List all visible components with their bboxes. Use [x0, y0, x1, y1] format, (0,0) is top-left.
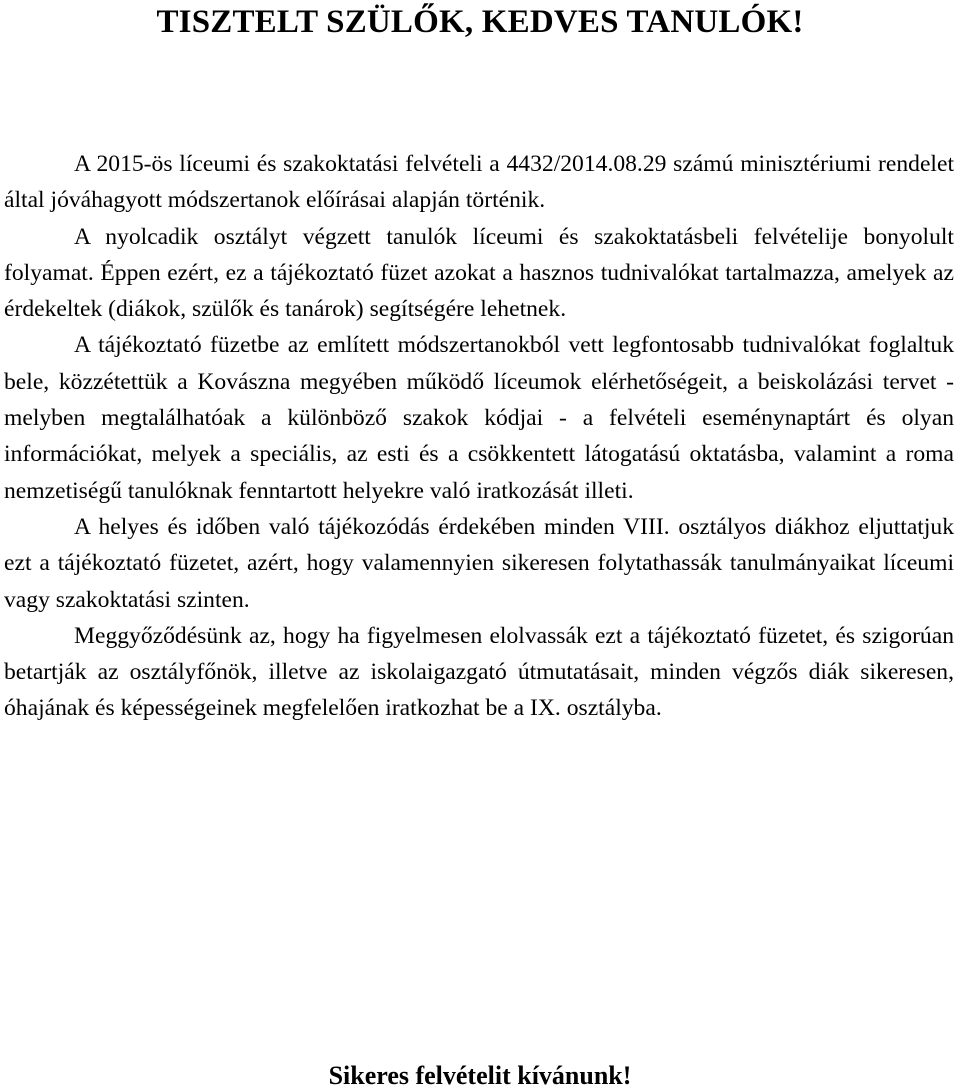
paragraph-4: A helyes és időben való tájékozódás érdekében minden VIII. osztályos diákhoz eljuttatjuk ezt a tájékoztató füzetet, azért, hogy valamennyien sikeresen folytathassák tanulmányaikat líceumi vagy szakoktatási szinten. [4, 513, 954, 613]
paragraph-1: A 2015-ös líceumi és szakoktatási felvételi a 4432/2014.08.29 számú minisztériumi rendelet által jóváhagyott módszertanok előírásai alapján történik. [4, 151, 954, 214]
paragraph-3: A tájékoztató füzetbe az említett módszertanokból vett legfontosabb tudnivalókat foglaltuk bele, közzétettük a Kovászna megyében működő líceumok elérhetőségeit, a beiskolázási tervet - melyben megtalálhatóak a különböző szakok kódjai - a felvételi eseménynaptárt és olyan információkat, melyek a speciális, az esti és a csökkentett látogatású oktatásba, valamint a roma nemzetiségű tanulóknak fenntartott helyekre való iratkozását illeti. [4, 332, 954, 504]
document-body [4, 146, 954, 727]
paragraph-2: A nyolcadik osztályt végzett tanulók líceumi és szakoktatásbeli felvételije bonyolult folyamat. Éppen ezért, ez a tájékoztató füzet azokat a hasznos tudnivalókat tartalmazza, amelyek az érdekeltek (diákok, szülők és tanárok) segítségére lehetnek. [4, 223, 954, 323]
paragraph-5: Meggyőződésünk az, hogy ha figyelmesen elolvassák ezt a tájékoztató füzetet, és szigorúan betartják az osztályfőnök, illetve az iskolaigazgató útmutatásait, minden végzős diák sikeresen, óhajának és képességeinek megfelelően iratkozhat be a IX. osztályba. [4, 622, 954, 722]
closing-wish: Sikeres felvételit kívánunk! [328, 1061, 632, 1090]
document-title: TISZTELT SZÜLŐK, KEDVES TANULÓK! [156, 4, 804, 40]
